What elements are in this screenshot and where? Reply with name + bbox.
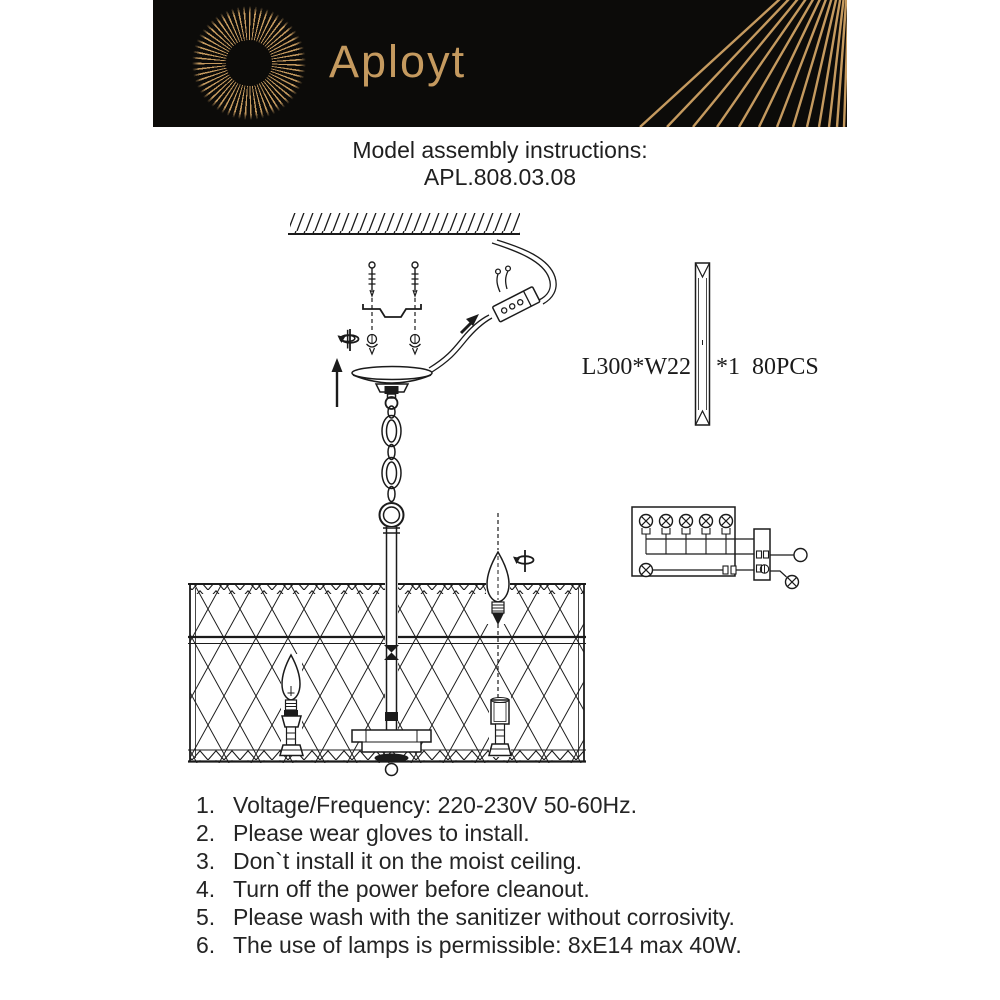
- instruction-text: Turn off the power before cleanout.: [233, 876, 590, 902]
- up-arrow-icon: [332, 358, 343, 407]
- ceiling-hatching: [288, 213, 520, 234]
- wiring-diagram: [632, 507, 807, 589]
- rotate-icon: [337, 330, 354, 349]
- instruction-number: 6.: [196, 932, 216, 958]
- brand-name: Aployt: [329, 36, 467, 87]
- instruction-item: [196, 822, 742, 846]
- lamp-symbol: [660, 515, 673, 528]
- switch-symbol: [794, 549, 807, 562]
- instruction-number: 1.: [196, 792, 216, 818]
- instruction-item: [196, 850, 742, 874]
- instruction-item: [196, 934, 742, 958]
- instruction-item: [196, 878, 742, 902]
- crystal-qty-label: *1: [716, 354, 740, 380]
- model-number: APL.808.03.08: [423, 164, 577, 190]
- rotate-icon: [513, 550, 534, 572]
- instruction-text: Don`t install it on the moist ceiling.: [233, 848, 582, 874]
- instruction-text: Please wear gloves to install.: [233, 820, 530, 846]
- instruction-number: 5.: [196, 904, 216, 930]
- instruction-text: Voltage/Frequency: 220-230V 50-60Hz.: [233, 792, 638, 818]
- crystal-size-label: L300*W22: [581, 354, 691, 380]
- instruction-text: The use of lamps is permissible: 8xE14 max 40W.: [233, 932, 742, 958]
- instruction-list-block: [196, 794, 742, 962]
- candle-socket-left: [280, 654, 303, 756]
- lamp-symbol: [786, 576, 799, 589]
- hanging-chain: [380, 406, 404, 527]
- instruction-number: 3.: [196, 848, 216, 874]
- lamp-symbol: [640, 515, 653, 528]
- lamp-symbol: [720, 515, 733, 528]
- instruction-number: 2.: [196, 820, 216, 846]
- instruction-number: 4.: [196, 876, 216, 902]
- instruction-text: Please wash with the sanitizer without corrosivity.: [233, 904, 735, 930]
- instruction-item: [196, 906, 742, 930]
- lamp-symbol: [640, 564, 653, 577]
- lamp-symbol: [680, 515, 693, 528]
- crystal-pcs-label: 80PCS: [752, 354, 819, 380]
- crystal-rod-part: [582, 263, 819, 425]
- instruction-item: [196, 794, 742, 818]
- power-wire-terminal: [429, 240, 556, 372]
- instruction-list: [196, 794, 742, 958]
- page-title: Model assembly instructions:: [352, 137, 648, 163]
- candle-socket-right: [489, 697, 511, 757]
- lamp-symbol: [700, 515, 713, 528]
